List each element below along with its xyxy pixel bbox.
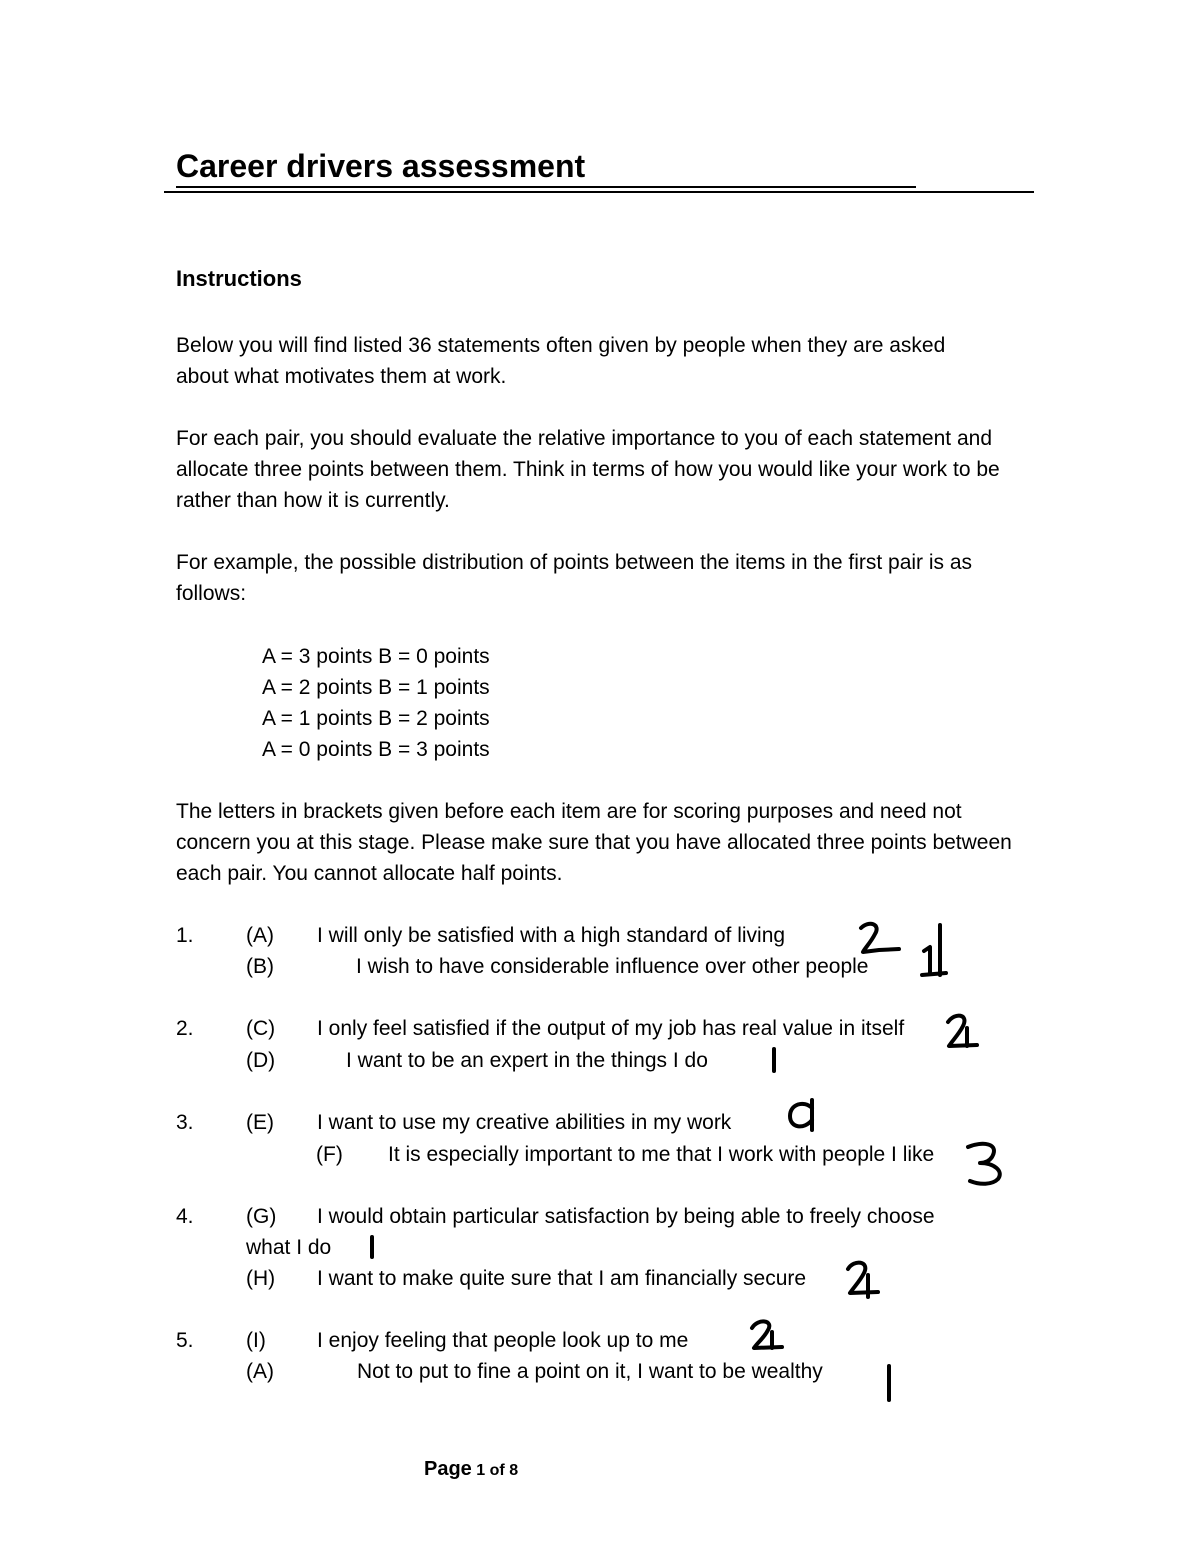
question-number: 2.: [176, 1017, 194, 1040]
paragraph-scoring-note: The letters in brackets given before each item are for scoring purposes and need not concern you at this stage. Please make sure that you have allocated three points between each pair. You cannot allocate half points.: [176, 800, 1012, 885]
statement-text: I want to be an expert in the things I do: [346, 1049, 708, 1072]
statement-text: I would obtain particular satisfaction by being able to freely choose: [317, 1205, 935, 1228]
example-line: A = 1 points B = 2 points: [262, 707, 490, 730]
statement-text: I will only be satisfied with a high standard of living: [317, 924, 786, 947]
question-number: 5.: [176, 1329, 194, 1352]
statement-text: I want to make quite sure that I am financially secure: [317, 1267, 807, 1290]
title-rule-divider: [164, 191, 1034, 193]
statement-text: I wish to have considerable influence over other people: [356, 955, 869, 978]
statement-text-continued: what I do: [246, 1236, 332, 1259]
paragraph-evaluate: For each pair, you should evaluate the relative importance to you of each statement and allocate three points between them. Think in terms of how you would like your work to be rather than how it is currently.: [176, 427, 1000, 512]
handwritten-score-q4h: [842, 1257, 884, 1301]
page-footer: [424, 1458, 518, 1481]
item-letter: (B): [246, 955, 274, 978]
question-number: 1.: [176, 924, 194, 947]
paragraph-intro: Below you will find listed 36 statements often given by people when they are asked about what motivates them at work.: [176, 334, 946, 388]
item-letter: (E): [246, 1111, 274, 1134]
item-letter: (H): [246, 1267, 276, 1290]
footer-total-pages: 8: [509, 1462, 519, 1479]
example-line: A = 2 points B = 1 points: [262, 676, 490, 699]
handwritten-score-q5i: [746, 1318, 788, 1354]
handwritten-score-q1b: [918, 921, 952, 979]
title-underline: [176, 146, 916, 188]
handwritten-score-q5a: [880, 1362, 898, 1404]
statement-text: I want to use my creative abilities in my work: [317, 1111, 732, 1134]
handwritten-score-q4g: [364, 1233, 380, 1261]
handwritten-score-q2c: [943, 1012, 983, 1052]
item-letter: (D): [246, 1049, 276, 1072]
item-letter: (A): [246, 924, 274, 947]
footer-of-word: of: [489, 1462, 505, 1479]
paragraph-example-intro: For example, the possible distribution of points between the items in the first pair is as follows:: [176, 551, 973, 605]
example-line: A = 3 points B = 0 points: [262, 645, 490, 668]
example-line: A = 0 points B = 3 points: [262, 738, 490, 761]
item-letter: (I): [246, 1329, 266, 1352]
question-number: 3.: [176, 1111, 194, 1134]
statement-text: I enjoy feeling that people look up to me: [317, 1329, 689, 1352]
handwritten-score-q1a: [855, 920, 905, 960]
item-letter: (G): [246, 1205, 277, 1228]
item-letter: (A): [246, 1360, 274, 1383]
statement-text: Not to put to fine a point on it, I want to be wealthy: [357, 1360, 823, 1383]
handwritten-score-q2d: [766, 1045, 782, 1075]
footer-page-number: 1: [476, 1462, 486, 1479]
item-letter: (F): [316, 1143, 343, 1166]
item-letter: (C): [246, 1017, 276, 1040]
handwritten-score-q3f: [960, 1139, 1012, 1189]
handwritten-score-q3e: [784, 1094, 824, 1136]
footer-page-word: Page: [424, 1458, 472, 1480]
question-number: 4.: [176, 1205, 194, 1228]
statement-text: It is especially important to me that I work with people I like: [388, 1143, 935, 1166]
statement-text: I only feel satisfied if the output of my job has real value in itself: [317, 1017, 905, 1040]
instructions-heading: Instructions: [176, 266, 302, 291]
page-title: Career drivers assessment: [176, 148, 586, 184]
